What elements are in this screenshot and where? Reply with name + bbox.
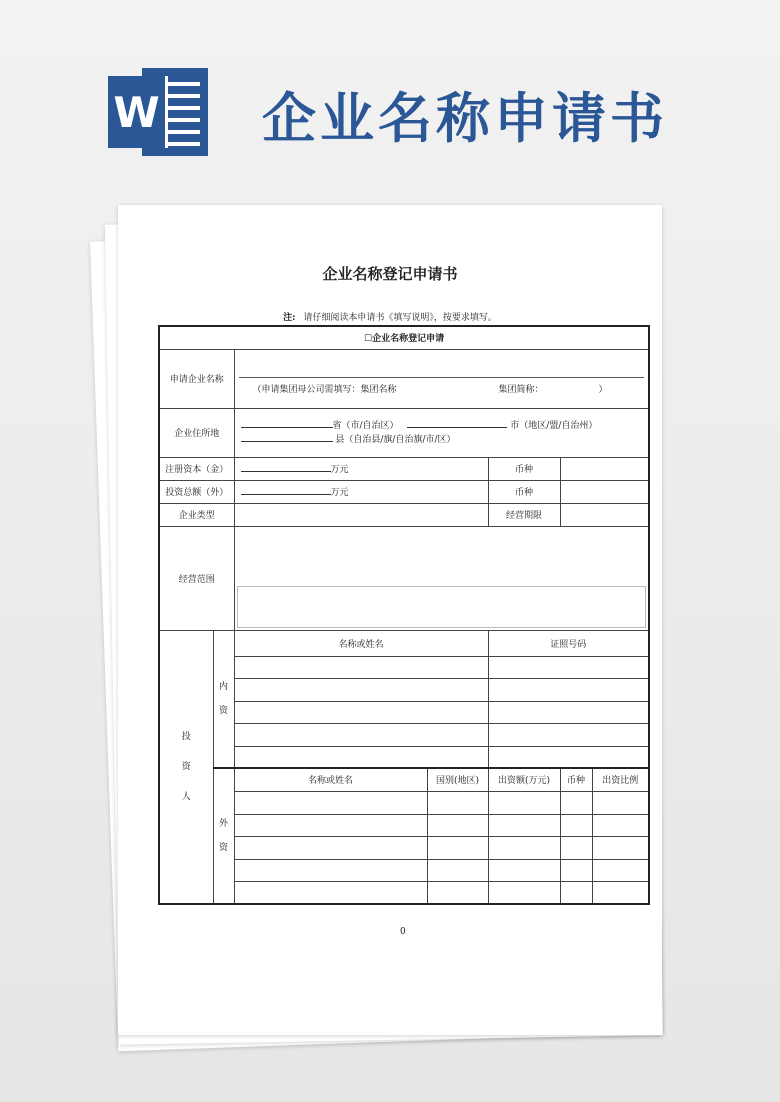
cell[interactable]	[234, 746, 488, 768]
address-field[interactable]	[234, 408, 649, 457]
note-text: 请仔细阅读本申请书《填写说明》，按要求填写。	[303, 313, 497, 323]
cell[interactable]	[488, 656, 649, 678]
word-logo-icon	[108, 68, 208, 156]
foreign-name-header: 名称或姓名	[234, 768, 427, 791]
capital-label: 注册资本（金）	[159, 457, 234, 480]
currency-label: 币种	[488, 457, 560, 480]
banner-title: 企业名称申请书	[262, 87, 668, 150]
cell[interactable]	[488, 678, 649, 701]
foreign-ratio-header: 出资比例	[592, 768, 649, 791]
cell[interactable]	[592, 791, 649, 814]
word-letter: W	[108, 76, 168, 148]
investor-label: 投 资 人	[159, 630, 213, 904]
name-hint: （申请集团母公司需填写：集团名称	[252, 384, 397, 395]
cell[interactable]	[427, 814, 488, 836]
foreign-currency-header: 币种	[560, 768, 592, 791]
domestic-label: 内 资	[213, 630, 234, 768]
type-label: 企业类型	[159, 503, 234, 526]
term-label: 经营期限	[488, 503, 560, 526]
investment-label: 投资总额（外）	[159, 480, 234, 503]
cell[interactable]	[488, 859, 560, 881]
scope-label: 经营范围	[159, 526, 234, 630]
cell[interactable]	[234, 723, 488, 746]
type-field[interactable]	[234, 503, 488, 526]
application-form-table	[158, 325, 650, 905]
hint-close: ）	[598, 384, 608, 395]
province-label: 省（市/自治区）	[332, 420, 399, 431]
cell[interactable]	[234, 701, 488, 723]
county-label: 县（自治县/旗/自治旗/市/区）	[335, 434, 456, 445]
term-field[interactable]	[560, 503, 649, 526]
domestic-id-header: 证照号码	[488, 630, 649, 656]
currency-field[interactable]	[560, 457, 649, 480]
cell[interactable]	[234, 791, 427, 814]
cell[interactable]	[427, 859, 488, 881]
note-label: 注:	[283, 313, 296, 323]
scope-box[interactable]	[237, 586, 647, 628]
scope-field[interactable]	[234, 526, 649, 630]
section-header: ☐企业名称登记申请	[159, 326, 649, 349]
foreign-country-header: 国别(地区)	[427, 768, 488, 791]
document-title: 企业名称登记申请书	[322, 265, 458, 283]
cell[interactable]	[560, 881, 592, 904]
cell[interactable]	[560, 791, 592, 814]
cell[interactable]	[234, 814, 427, 836]
page-number: 0	[400, 927, 406, 937]
cell[interactable]	[234, 881, 427, 904]
cell[interactable]	[427, 881, 488, 904]
cell[interactable]	[488, 701, 649, 723]
investment-field[interactable]	[234, 480, 488, 503]
cell[interactable]	[560, 814, 592, 836]
cell[interactable]	[592, 859, 649, 881]
cell[interactable]	[488, 881, 560, 904]
cell[interactable]	[592, 836, 649, 859]
cell[interactable]	[234, 678, 488, 701]
foreign-label: 外 资	[213, 768, 234, 904]
domestic-name-header: 名称或姓名	[234, 630, 488, 656]
capital-unit: 万元	[330, 465, 349, 475]
foreign-amount-header: 出资额(万元)	[488, 768, 560, 791]
cell[interactable]	[560, 836, 592, 859]
cell[interactable]	[488, 814, 560, 836]
note	[0, 310, 780, 323]
cell[interactable]	[234, 656, 488, 678]
investment-currency-label: 币种	[488, 480, 560, 503]
capital-field[interactable]	[234, 457, 488, 480]
cell[interactable]	[488, 723, 649, 746]
name-label: 申请企业名称	[159, 349, 234, 408]
city-label: 市（地区/盟/自治州）	[510, 420, 598, 431]
cell[interactable]	[488, 746, 649, 768]
name-field[interactable]	[234, 349, 649, 408]
investment-unit: 万元	[330, 488, 349, 498]
cell[interactable]	[488, 836, 560, 859]
address-label: 企业住所地	[159, 408, 234, 457]
cell[interactable]	[488, 791, 560, 814]
cell[interactable]	[427, 836, 488, 859]
cell[interactable]	[560, 859, 592, 881]
cell[interactable]	[234, 859, 427, 881]
cell[interactable]	[427, 791, 488, 814]
cell[interactable]	[592, 881, 649, 904]
investment-currency-field[interactable]	[560, 480, 649, 503]
cell[interactable]	[592, 814, 649, 836]
cell[interactable]	[234, 836, 427, 859]
group-short-hint: 集团简称：	[498, 384, 544, 395]
